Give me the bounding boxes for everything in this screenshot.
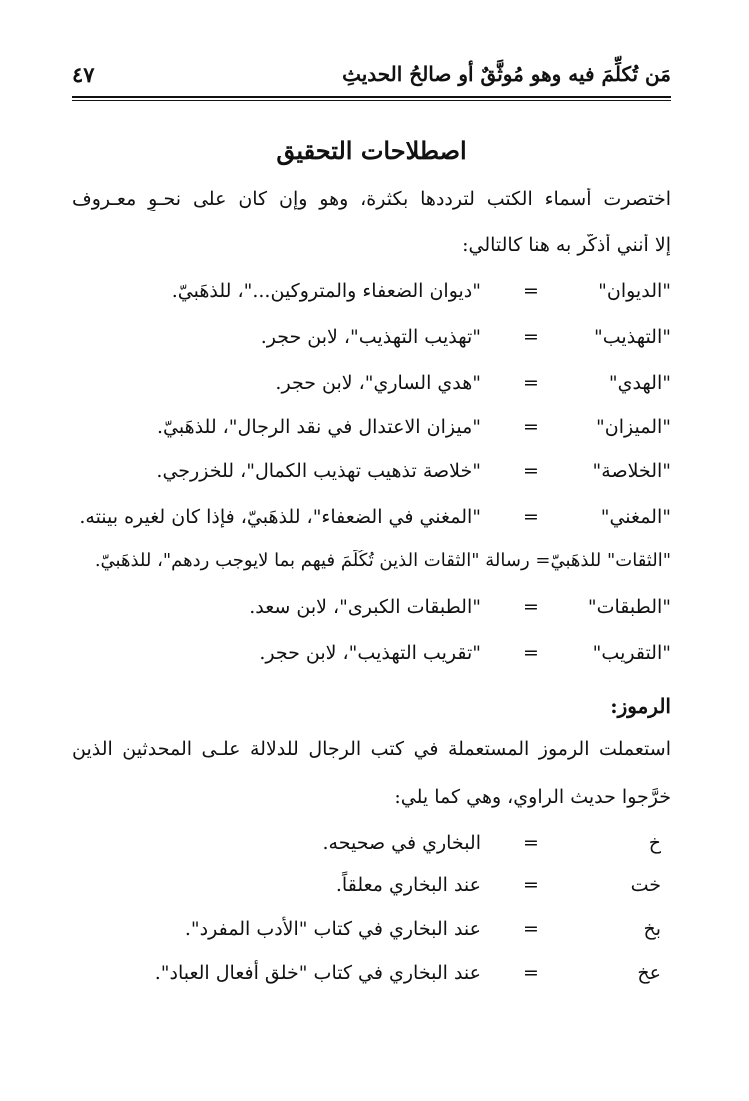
header-rule: [72, 96, 671, 98]
abbreviation-meaning: "المغني في الضعفاء"، للذهَبيّ، فإذا كان لغيره بينته.: [79, 506, 481, 528]
symbol-row: [72, 918, 671, 948]
symbol-code: خ: [648, 832, 661, 854]
abbreviation-term: "الميزان": [596, 416, 671, 438]
section-title: اصطلاحات التحقيق: [276, 136, 467, 165]
symbol-code: بخ: [643, 918, 661, 940]
symbol-code: خت: [630, 874, 661, 896]
abbreviation-row: [72, 372, 671, 402]
abbreviation-term: "التهذيب": [594, 326, 671, 348]
abbreviation-row: [72, 280, 671, 310]
abbreviation-meaning: "خلاصة تذهيب تهذيب الكمال"، للخزرجي.: [156, 460, 481, 482]
equals-sign: =: [523, 326, 539, 348]
abbreviation-term: "الديوان": [598, 280, 671, 302]
abbreviation-row: [72, 460, 671, 490]
abbreviation-term: "الهدي": [608, 372, 671, 394]
equals-sign: =: [523, 506, 539, 528]
abbreviation-row: [72, 596, 671, 626]
symbol-code: عخ: [637, 962, 661, 984]
symbol-meaning: البخاري في صحيحه.: [322, 832, 481, 854]
abbreviation-term: "المغني": [600, 506, 671, 528]
symbols-intro-line-2: خرَّجوا حديث الراوي، وهي كما يلي:: [394, 786, 671, 808]
symbols-intro-line-1: استعملت الرموز المستعملة في كتب الرجال للدلالة علـى المحدثين الذين: [72, 738, 671, 760]
abbreviation-meaning: "الطبقات الكبرى"، لابن سعد.: [249, 596, 481, 618]
symbols-heading: الرموز:: [610, 694, 671, 718]
abbreviation-term: "الخلاصة": [592, 460, 671, 482]
symbol-row: [72, 832, 671, 862]
abbreviation-row: [72, 642, 671, 672]
symbol-row: [72, 874, 671, 904]
running-title: مَن تُكلِّمَ فيه وهو مُوثَّقٌ أو صالحُ الحديثِ: [342, 62, 671, 86]
equals-sign: =: [523, 416, 539, 438]
abbreviation-meaning: "ديوان الضعفاء والمتروكين..."، للذهَبيّ.: [171, 280, 481, 302]
header-rule-thin: [72, 100, 671, 101]
symbol-row: [72, 962, 671, 992]
equals-sign: =: [523, 962, 539, 984]
abbreviation-meaning: "ميزان الاعتدال في نقد الرجال"، للذهَبيّ.: [156, 416, 481, 438]
equals-sign: =: [523, 280, 539, 302]
equals-sign: =: [523, 596, 539, 618]
abbreviation-term: "الطبقات": [587, 596, 671, 618]
equals-sign: =: [523, 918, 539, 940]
thiqat-line: "الثقات" للذهَبيّ= رسالة "الثقات الذين تُكُلِّمَ فيهم بما لايوجب ردهم"، للذهَبيّ.: [94, 550, 671, 571]
equals-sign: =: [523, 874, 539, 896]
equals-sign: =: [523, 832, 539, 854]
page-header: [72, 62, 671, 92]
abbreviation-term: "التقريب": [592, 642, 671, 664]
abbreviation-meaning: "تهذيب التهذيب"، لابن حجر.: [260, 326, 481, 348]
abbreviation-meaning: "هدي الساري"، لابن حجر.: [275, 372, 481, 394]
abbreviation-row: [72, 326, 671, 356]
symbol-meaning: عند البخاري في كتاب "خلق أفعال العباد".: [154, 962, 481, 984]
page-number: ٤٧: [72, 62, 95, 87]
abbreviation-row: [72, 416, 671, 446]
symbol-meaning: عند البخاري معلقاً.: [335, 874, 481, 896]
symbol-meaning: عند البخاري في كتاب "الأدب المفرد".: [184, 918, 481, 940]
equals-sign: =: [523, 460, 539, 482]
intro-line-2: إلا أنني أذكّر به هنا كالتالي:: [462, 234, 671, 256]
abbreviation-meaning: "تقريب التهذيب"، لابن حجر.: [259, 642, 481, 664]
intro-line-1: اختصرت أسماء الكتب لترددها بكثرة، وهو وإن كان على نحـوٍ معـروف: [72, 188, 671, 210]
equals-sign: =: [523, 372, 539, 394]
equals-sign: =: [523, 642, 539, 664]
abbreviation-row: [72, 506, 671, 536]
